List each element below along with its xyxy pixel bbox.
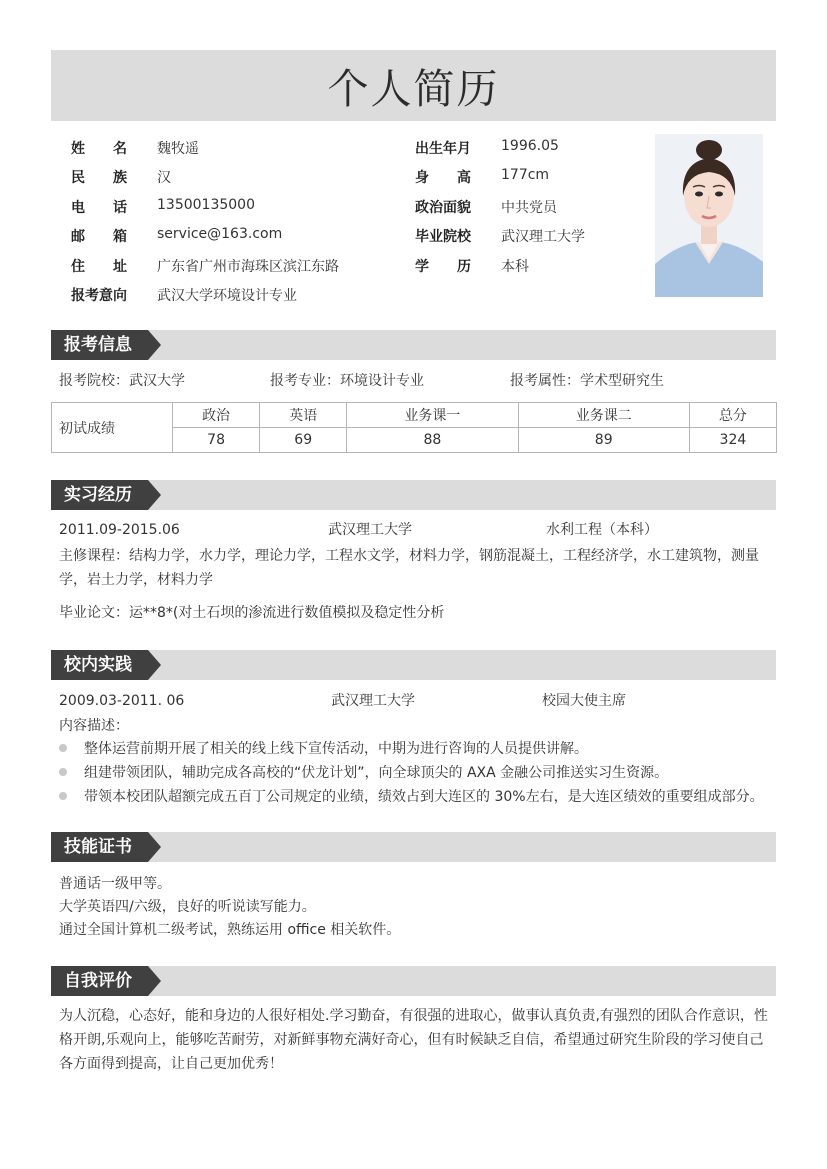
internship-courses: 主修课程：结构力学，水力学，理论力学，工程水文学，材料力学，钢筋混凝土，工程经济学，水工建筑物，测量学，岩土力学，材料力学 [59, 548, 759, 588]
campus-role: 校园大使主席 [542, 693, 626, 709]
score-major1: 88 [347, 428, 518, 453]
value-address: 广东省广州市海珠区滨江东路 [157, 259, 339, 275]
bullet-dot [59, 768, 67, 776]
apply-major: 报考专业：环境设计专业 [270, 373, 424, 389]
skill-item: 通过全国计算机二级考试，熟练运用 office 相关软件。 [59, 922, 401, 938]
section-application-header [51, 330, 776, 360]
score-total: 324 [689, 428, 776, 453]
label-phone: 电 话 [71, 200, 127, 216]
label-height: 身 高 [415, 170, 471, 186]
apply-school: 报考院校：武汉大学 [59, 373, 185, 389]
subject-english: 英语 [260, 403, 347, 428]
label-intention: 报考意向 [71, 288, 127, 304]
portrait-illustration [655, 134, 763, 297]
internship-period: 2011.09-2015.06 [59, 522, 180, 538]
label-address: 住 址 [71, 259, 127, 275]
subject-major2: 业务课二 [518, 403, 689, 428]
campus-item: 组建带领团队，辅助完成各高校的“伏龙计划”，向全球顶尖的 AXA 金融公司推送实习生资源。 [84, 765, 669, 781]
score-major2: 89 [518, 428, 689, 453]
campus-desc-label: 内容描述： [59, 718, 129, 734]
score-label: 初试成绩 [52, 403, 173, 453]
label-graduated: 毕业院校 [415, 229, 471, 245]
page-title: 个人简历 [327, 65, 500, 113]
label-name: 姓 名 [71, 141, 127, 157]
apply-attribute: 报考属性：学术型研究生 [510, 373, 664, 389]
section-application-title: 报考信息 [51, 330, 148, 360]
value-intention: 武汉大学环境设计专业 [157, 288, 297, 304]
score-politics: 78 [173, 428, 260, 453]
label-birth: 出生年月 [415, 141, 471, 157]
value-political: 中共党员 [501, 200, 557, 216]
value-name: 魏牧遥 [157, 141, 199, 157]
value-height: 177cm [501, 167, 550, 183]
value-degree: 本科 [501, 259, 529, 275]
subject-major1: 业务课一 [347, 403, 518, 428]
internship-school: 武汉理工大学 [328, 522, 412, 538]
internship-thesis: 毕业论文：运**8*(对土石坝的渗流进行数值模拟及稳定性分析 [59, 605, 445, 621]
section-internship-header [51, 480, 776, 510]
campus-item: 带领本校团队超额完成五百丁公司规定的业绩，绩效占到大连区的 30%左右，是大连区绩效的重要组成部分。 [84, 789, 764, 805]
section-self-eval-title: 自我评价 [51, 966, 148, 996]
bullet-dot [59, 744, 67, 752]
campus-period: 2009.03-2011. 06 [59, 693, 185, 709]
value-birth: 1996.05 [501, 138, 559, 154]
value-ethnicity: 汉 [157, 170, 171, 186]
self-eval-text: 为人沉稳，心态好，能和身边的人很好相处.学习勤奋，有很强的进取心，做事认真负责,有强烈的团队合作意识，性格开朗,乐观向上，能够吃苦耐劳，对新鲜事物充满好奇心，但有时候缺乏自信，希望通过研究生阶段的学习使自己各方面得到提高，让自己更加优秀！ [59, 1008, 768, 1072]
score-english: 69 [260, 428, 347, 453]
bullet-dot [59, 792, 67, 800]
label-ethnicity: 民 族 [71, 170, 127, 186]
value-email: service@163.com [157, 226, 283, 242]
profile-photo [655, 134, 763, 297]
label-degree: 学 历 [415, 259, 471, 275]
section-self-eval-header [51, 966, 776, 996]
score-table [51, 402, 777, 453]
skill-item: 普通话一级甲等。 [59, 876, 171, 892]
section-skills-header [51, 832, 776, 862]
internship-major: 水利工程（本科） [546, 522, 658, 538]
section-skills-title: 技能证书 [51, 832, 148, 862]
label-political: 政治面貌 [415, 200, 471, 216]
value-phone: 13500135000 [157, 197, 255, 213]
subject-politics: 政治 [173, 403, 260, 428]
section-internship-title: 实习经历 [51, 480, 148, 510]
label-email: 邮 箱 [71, 229, 127, 245]
title-bar [51, 50, 776, 121]
value-graduated: 武汉理工大学 [501, 229, 585, 245]
skill-item: 大学英语四/六级，良好的听说读写能力。 [59, 899, 316, 915]
section-campus-header [51, 650, 776, 680]
section-campus-title: 校内实践 [51, 650, 148, 680]
subject-total: 总分 [689, 403, 776, 428]
campus-org: 武汉理工大学 [331, 693, 415, 709]
campus-item: 整体运营前期开展了相关的线上线下宣传活动，中期为进行咨询的人员提供讲解。 [84, 741, 588, 757]
